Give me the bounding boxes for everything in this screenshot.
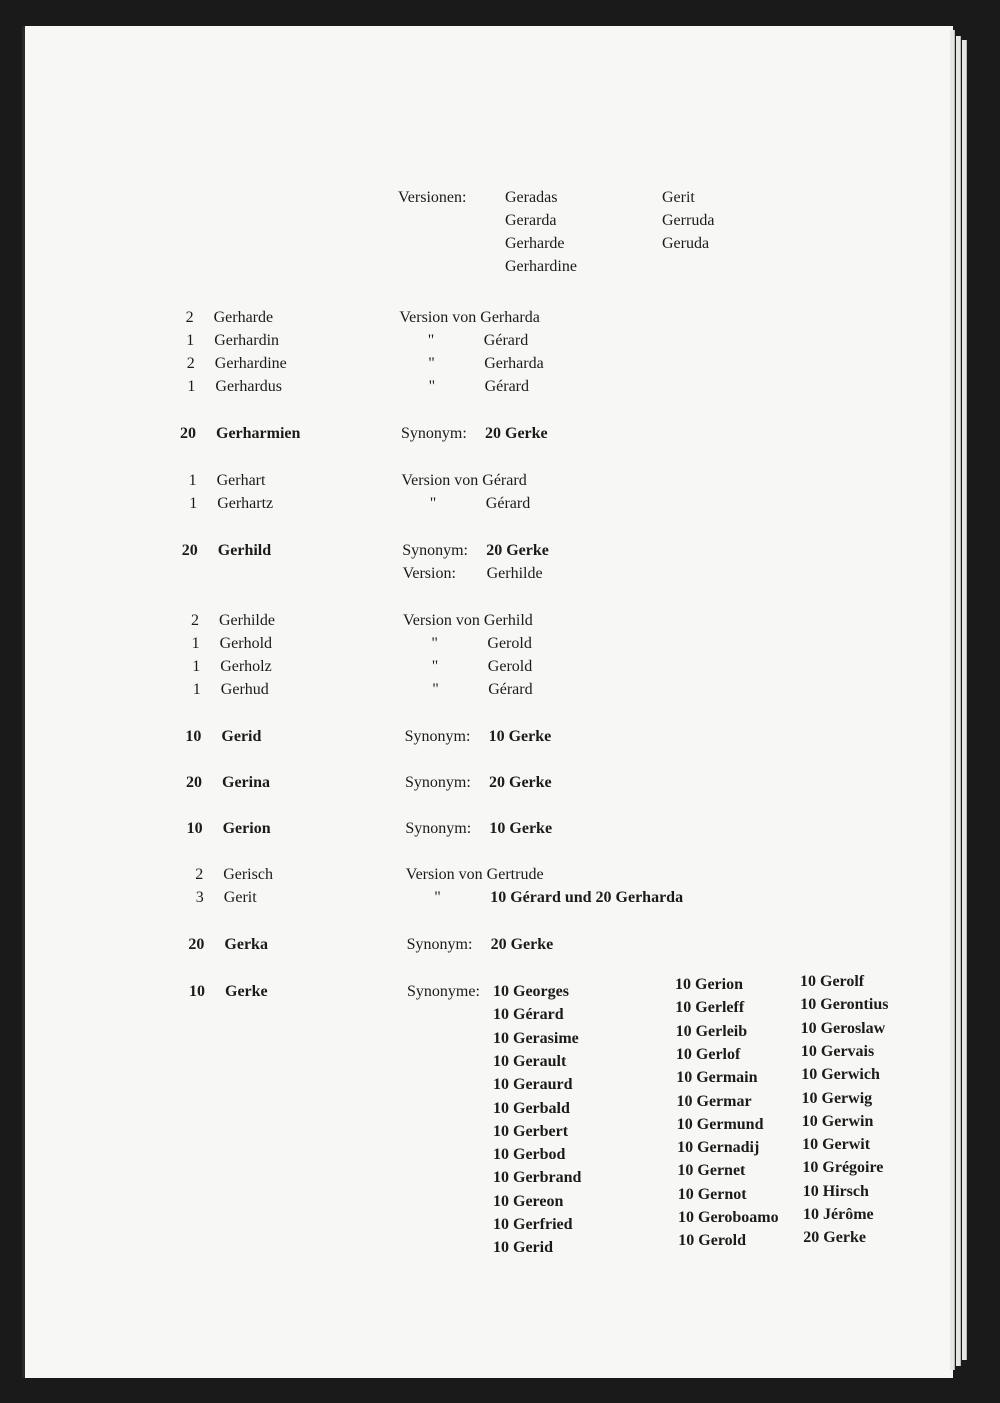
entry-value: Gérard	[483, 332, 529, 349]
entry-value: 10 Gerke	[489, 820, 553, 837]
synonym-item: 10 Gereon	[493, 1192, 564, 1210]
synonym-item: 10 Gerault	[493, 1052, 567, 1070]
entry-value: Gerhilde	[486, 565, 543, 582]
entry-name: Gerina	[222, 774, 270, 791]
synonym-item: 10 Grégoire	[802, 1159, 884, 1177]
page-edge	[956, 36, 961, 1366]
synonym-item: 10 Gervais	[800, 1042, 875, 1060]
entry-count: 20	[186, 774, 202, 791]
entry-name: Gerion	[222, 820, 271, 837]
version-item: Gerharde	[505, 235, 565, 252]
synonym-item: 10 Gerbald	[493, 1099, 570, 1117]
entry-label: "	[428, 355, 435, 372]
synonym-item: 10 Hirsch	[802, 1182, 869, 1200]
entry-value: 10 Gerke	[488, 728, 552, 745]
entry-count: 1	[192, 681, 201, 698]
entry-count: 20	[180, 425, 196, 442]
entry-label: Synonym:	[402, 542, 468, 559]
synonym-item: 10 Gerbert	[493, 1122, 569, 1140]
entry-name: Gerharmien	[216, 425, 301, 442]
entry-name: Gerhilde	[219, 612, 275, 629]
synonym-item: 10 Gerontius	[800, 996, 889, 1014]
entry-label: Synonym:	[401, 425, 467, 442]
entry-value: 10 Gérard und 20 Gerharda	[490, 889, 684, 906]
entry-count: 3	[195, 889, 204, 906]
entry-value: 20 Gerke	[485, 425, 548, 442]
entry-name: Gerka	[224, 936, 268, 953]
synonym-item: 10 Gerwig	[801, 1089, 873, 1107]
entry-name: Gerhold	[219, 635, 273, 652]
entry-label: "	[431, 635, 438, 652]
version-item: Gerarda	[505, 212, 557, 229]
entry-count: 2	[191, 612, 199, 629]
synonym-item: 10 Gerbod	[493, 1146, 566, 1164]
entry-count: 10	[189, 983, 205, 1000]
entry-name: Gerit	[223, 889, 257, 906]
page-edge	[950, 30, 955, 1370]
synonym-item: 10 Gerleff	[675, 999, 745, 1017]
entry-name: Gerisch	[223, 866, 273, 883]
synonym-item: 10 Gérard	[493, 1006, 564, 1024]
synonym-item: 10 Gerbrand	[493, 1169, 582, 1187]
entry-label: Version von Gertrude	[405, 866, 544, 883]
entry-label: "	[428, 378, 436, 395]
entry-value: 20 Gerke	[486, 542, 549, 559]
entry-label: Synonyme:	[407, 983, 480, 1000]
synonym-item: 10 Gernet	[677, 1162, 746, 1180]
entry-name: Gerholz	[220, 658, 272, 675]
entry-name: Gerhardus	[215, 378, 283, 395]
synonym-item: 20 Gerke	[803, 1229, 866, 1247]
entry-count: 2	[195, 866, 204, 883]
book-page	[22, 26, 953, 1393]
entry-count: 1	[187, 378, 196, 395]
entry-value: Gerold	[487, 658, 533, 675]
version-item: Geradas	[505, 189, 558, 206]
synonym-item: 10 Gerwit	[802, 1136, 871, 1154]
entry-label: Versionen:	[398, 189, 467, 206]
synonym-item: 10 Gerwin	[801, 1112, 874, 1130]
entry-name: Gerhartz	[217, 495, 274, 512]
entry-count: 1	[191, 635, 200, 652]
entry-count: 20	[181, 542, 198, 559]
version-item: Gerruda	[662, 212, 715, 229]
version-item: Geruda	[662, 235, 710, 252]
entry-label: "	[429, 495, 437, 512]
entry-label: Synonym:	[405, 820, 472, 837]
entry-count: 1	[188, 472, 197, 489]
synonym-item: 10 Geroboamo	[678, 1209, 779, 1226]
entry-value: 20 Gerke	[490, 936, 554, 953]
synonym-item: 10 Gerwich	[801, 1066, 880, 1084]
entry-label: Synonym:	[406, 936, 473, 953]
entry-name: Gerhart	[216, 472, 266, 489]
synonym-item: 10 Gerasime	[493, 1029, 579, 1047]
entry-count: 2	[185, 309, 194, 326]
entry-name: Gerharde	[213, 309, 274, 326]
synonym-item: 10 Germain	[676, 1069, 758, 1087]
entry-count: 10	[185, 728, 202, 745]
entry-name: Gerhild	[217, 542, 272, 559]
entry-label: "	[434, 889, 441, 906]
entry-label: Synonym:	[404, 728, 471, 745]
version-item: Gerhardine	[505, 258, 577, 275]
synonym-item: 10 Gerolf	[800, 973, 865, 990]
entry-value: Gérard	[488, 681, 533, 698]
entry-name: Gerhud	[220, 681, 269, 698]
page-edge	[962, 40, 967, 1360]
synonym-item: 10 Gerion	[675, 976, 743, 993]
synonym-item: 10 Gerid	[493, 1239, 553, 1257]
entry-label: Synonym:	[405, 774, 471, 791]
synonym-item: 10 Geraurd	[493, 1076, 573, 1094]
entry-value: Gérard	[484, 378, 530, 395]
entry-label: "	[431, 658, 439, 675]
entry-count: 1	[186, 332, 195, 349]
entry-value: Gerold	[487, 635, 532, 652]
entry-count: 2	[186, 355, 195, 372]
synonym-item: 10 Gerlof	[675, 1045, 741, 1063]
entry-name: Gerke	[225, 983, 268, 1000]
entry-value: Gérard	[485, 495, 531, 512]
entry-label: "	[432, 681, 439, 698]
entry-label: "	[427, 332, 435, 349]
entry-value: Gerharda	[484, 355, 544, 372]
entry-label: Version von Gerhild	[403, 612, 533, 629]
synonym-item: 10 Gerold	[678, 1232, 746, 1250]
synonym-item: 10 Gernadij	[677, 1139, 760, 1157]
entry-label: Version:	[402, 565, 456, 582]
synonym-item: 10 Jérôme	[803, 1206, 874, 1223]
entry-label: Version von Gerharda	[399, 309, 540, 326]
synonym-item: 10 Gerfried	[493, 1216, 573, 1233]
synonym-item: 10 Geroslaw	[800, 1019, 886, 1037]
synonym-item: 10 Georges	[493, 983, 569, 1000]
synonym-item: 10 Germund	[676, 1115, 764, 1133]
entry-name: Gerhardine	[214, 355, 287, 372]
entry-count: 1	[189, 495, 198, 512]
entry-count: 20	[188, 936, 205, 953]
synonym-item: 10 Germar	[676, 1092, 752, 1110]
synonym-item: 10 Gerleib	[675, 1022, 748, 1040]
synonym-item: 10 Gernot	[677, 1185, 747, 1203]
entry-value: 20 Gerke	[489, 774, 552, 791]
entry-count: 10	[186, 820, 203, 837]
page-number: - 383 -	[505, 1376, 548, 1393]
version-item: Gerit	[662, 189, 695, 206]
entry-count: 1	[192, 658, 201, 675]
entry-name: Gerhardin	[214, 332, 280, 349]
entry-name: Gerid	[221, 728, 262, 745]
entry-label: Version von Gérard	[401, 472, 527, 489]
